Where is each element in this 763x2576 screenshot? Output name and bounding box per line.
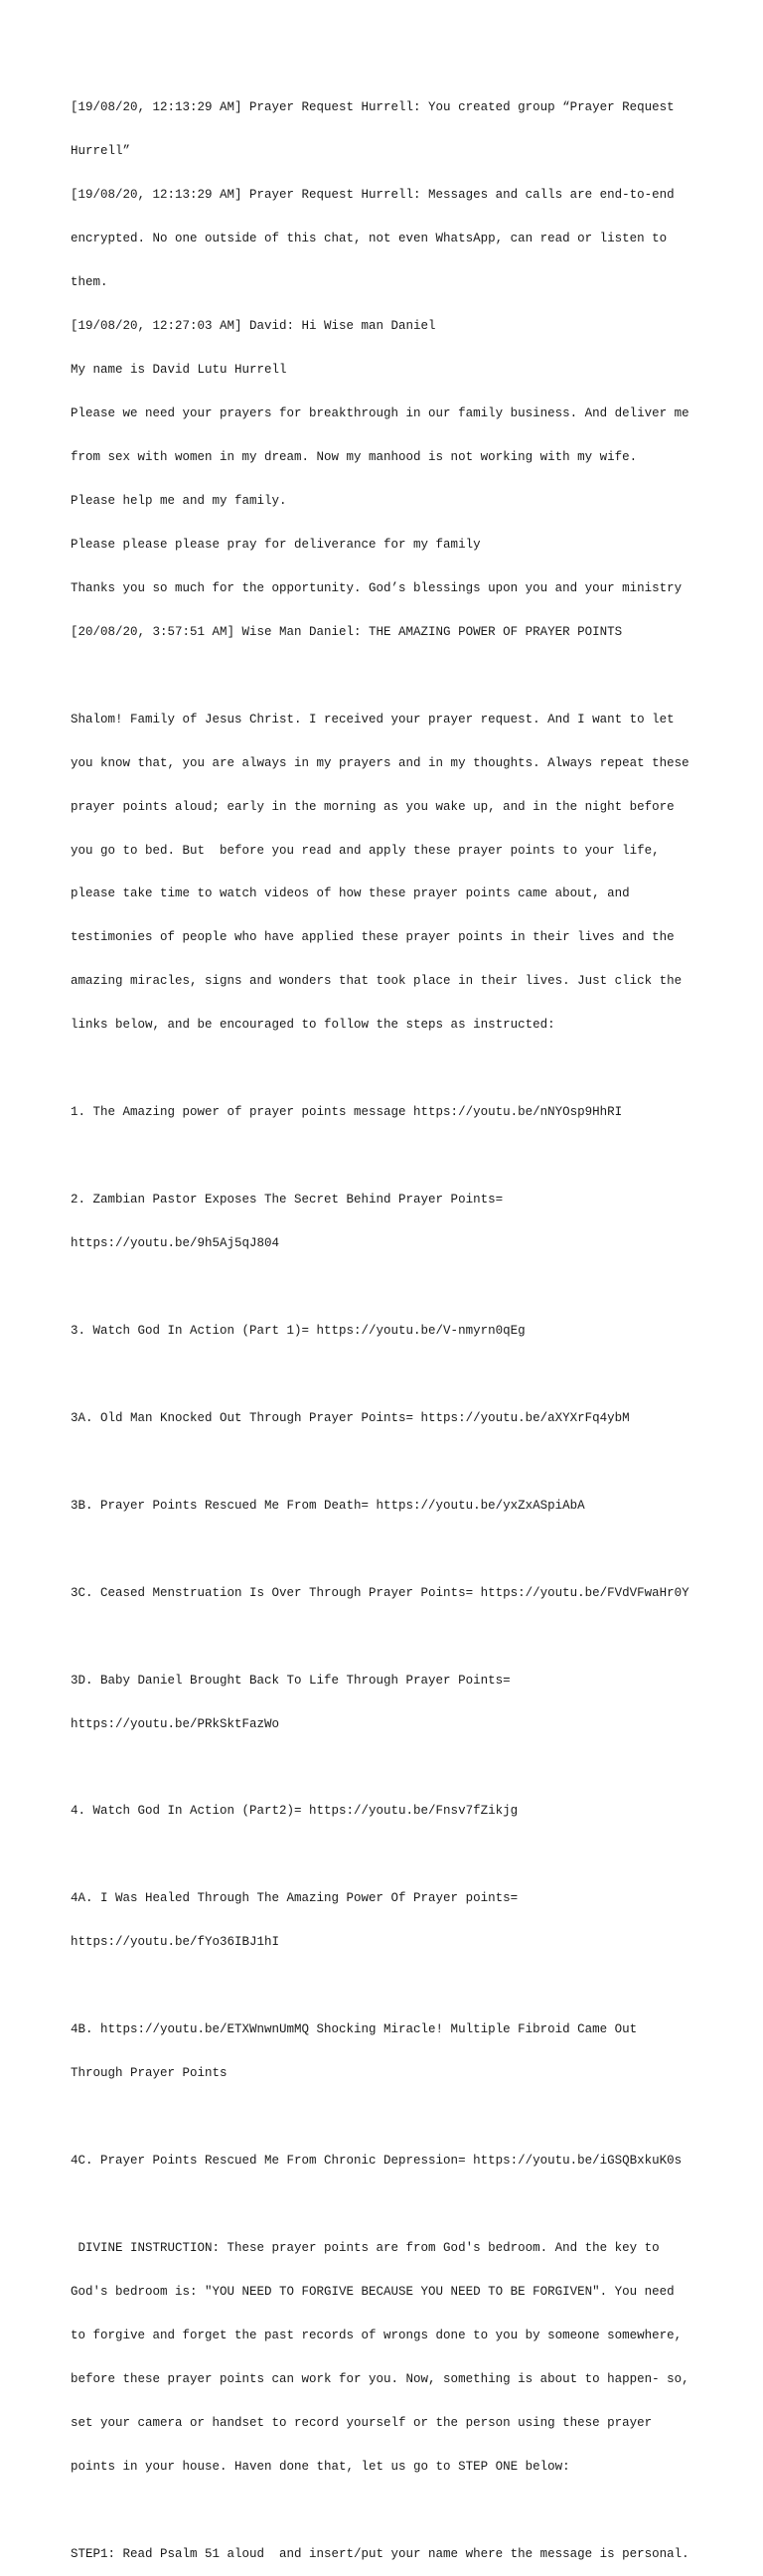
blank-line — [71, 1280, 706, 1295]
text-line: 3D. Baby Daniel Brought Back To Life Through Prayer Points= — [71, 1673, 511, 1688]
text-line: DIVINE INSTRUCTION: These prayer points are from God's bedroom. And the key to — [71, 2241, 660, 2256]
text-line: [20/08/20, 3:57:51 AM] Wise Man Daniel: THE AMAZING POWER OF PRAYER POINTS — [71, 624, 623, 639]
text-line: [19/08/20, 12:13:29 AM] Prayer Request Hurrell: Messages and calls are end-to-end — [71, 188, 675, 203]
text-line: amazing miracles, signs and wonders that took place in their lives. Just click the — [71, 974, 683, 989]
document-body — [71, 72, 706, 2576]
blank-line — [71, 1848, 706, 1862]
text-line: 4. Watch God In Action (Part2)= https://youtu.be/Fnsv7fZikjg — [71, 1804, 519, 1819]
blank-line — [71, 2503, 706, 2518]
text-line: [19/08/20, 12:27:03 AM] David: Hi Wise man Daniel — [71, 319, 436, 334]
blank-line — [71, 1761, 706, 1776]
text-line: Shalom! Family of Jesus Christ. I received your prayer request. And I want to let — [71, 712, 675, 726]
text-line: Please help me and my family. — [71, 493, 287, 508]
text-line: 4B. https://youtu.be/ETXWnwnUmMQ Shocking Miracle! Multiple Fibroid Came Out — [71, 2022, 638, 2037]
text-line: to forgive and forget the past records of wrongs done to you by someone somewhere, — [71, 2328, 683, 2342]
text-line: them. — [71, 275, 108, 290]
text-line: 4A. I Was Healed Through The Amazing Power Of Prayer points= — [71, 1891, 519, 1906]
text-line: [19/08/20, 12:13:29 AM] Prayer Request Hurrell: You created group “Prayer Request — [71, 100, 675, 115]
text-line: encrypted. No one outside of this chat, not even WhatsApp, can read or listen to — [71, 232, 668, 246]
blank-line — [71, 1455, 706, 1470]
text-line: God's bedroom is: "YOU NEED TO FORGIVE BECAUSE YOU NEED TO BE FORGIVEN". You need — [71, 2284, 675, 2299]
text-line: please take time to watch videos of how these prayer points came about, and — [71, 886, 630, 901]
text-line: Please please please pray for deliverance for my family — [71, 537, 481, 552]
blank-line — [71, 1979, 706, 1994]
blank-line — [71, 1061, 706, 1076]
text-line: Thanks you so much for the opportunity. God’s blessings upon you and your ministry — [71, 580, 683, 595]
text-line: 3. Watch God In Action (Part 1)= https://youtu.be/V-nmyrn0qEg — [71, 1324, 526, 1338]
blank-line — [71, 1149, 706, 1164]
text-line: 2. Zambian Pastor Exposes The Secret Behind Prayer Points= — [71, 1193, 504, 1208]
text-line: set your camera or handset to record yourself or the person using these prayer — [71, 2415, 653, 2430]
text-line: Please we need your prayers for breakthrough in our family business. And deliver me — [71, 405, 689, 420]
text-line: STEP1: Read Psalm 51 aloud and insert/put your name where the message is personal. — [71, 2546, 689, 2561]
blank-line — [71, 1542, 706, 1557]
text-line: you know that, you are always in my prayers and in my thoughts. Always repeat these — [71, 755, 689, 770]
text-line: from sex with women in my dream. Now my manhood is not working with my wife. — [71, 449, 638, 464]
text-line: 4C. Prayer Points Rescued Me From Chronic Depression= https://youtu.be/iGSQBxkuK0s — [71, 2154, 683, 2169]
blank-line — [71, 2110, 706, 2125]
text-line: My name is David Lutu Hurrell — [71, 363, 287, 378]
text-line: 1. The Amazing power of prayer points message https://youtu.be/nNYOsp9HhRI — [71, 1105, 623, 1120]
text-line: you go to bed. But before you read and apply these prayer points to your life, — [71, 843, 660, 858]
blank-line — [71, 1630, 706, 1645]
text-line: Through Prayer Points — [71, 2066, 228, 2081]
text-line: before these prayer points can work for you. Now, something is about to happen- so, — [71, 2371, 689, 2386]
text-line: https://youtu.be/PRkSktFazWo — [71, 1716, 280, 1731]
blank-line — [71, 2197, 706, 2212]
blank-line — [71, 1368, 706, 1382]
text-line: Hurrell” — [71, 144, 131, 159]
text-line: 3A. Old Man Knocked Out Through Prayer Points= https://youtu.be/aXYXrFq4ybM — [71, 1410, 630, 1425]
text-line: https://youtu.be/fYo36IBJ1hI — [71, 1935, 280, 1950]
text-line: prayer points aloud; early in the morning as you wake up, and in the night before — [71, 799, 675, 814]
text-line: links below, and be encouraged to follow the steps as instructed: — [71, 1018, 555, 1033]
text-line: 3C. Ceased Menstruation Is Over Through Prayer Points= https://youtu.be/FVdVFwaHr0Y — [71, 1585, 689, 1600]
text-line: testimonies of people who have applied these prayer points in their lives and the — [71, 930, 675, 945]
text-line: https://youtu.be/9h5Aj5qJ804 — [71, 1236, 280, 1251]
text-line: 3B. Prayer Points Rescued Me From Death= https://youtu.be/yxZxASpiAbA — [71, 1498, 585, 1513]
text-line: points in your house. Haven done that, let us go to STEP ONE below: — [71, 2459, 570, 2474]
blank-line — [71, 669, 706, 684]
